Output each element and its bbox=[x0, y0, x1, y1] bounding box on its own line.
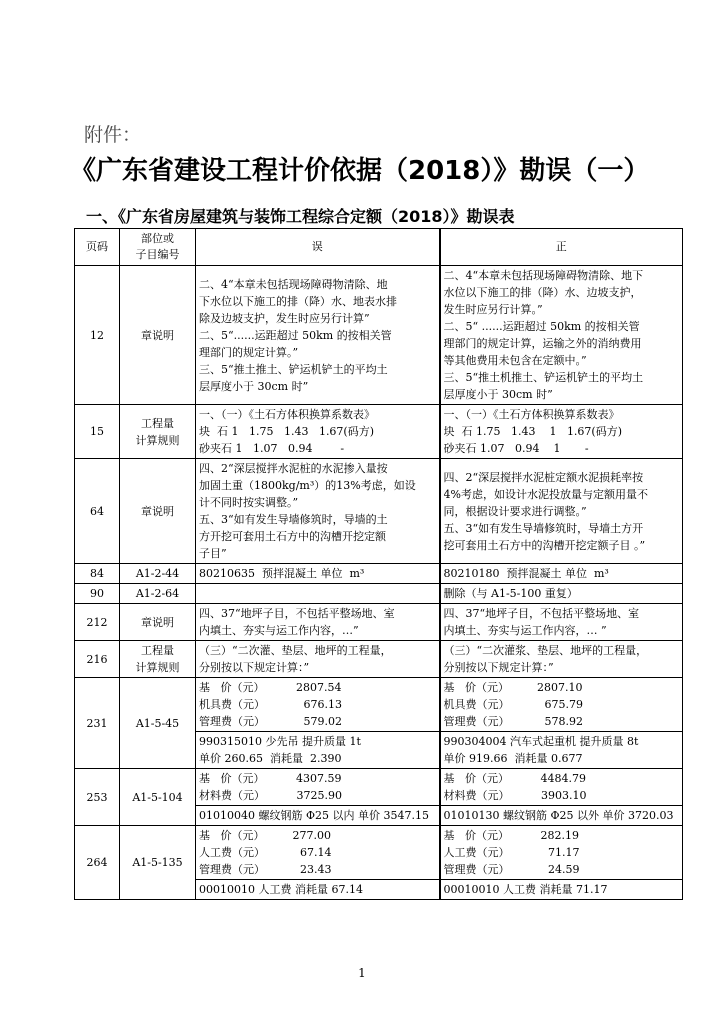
header-page: 页码 bbox=[75, 229, 120, 266]
cell-line: 990315010 少先吊 提升质量 1t bbox=[199, 735, 361, 748]
wrong-cell bbox=[196, 732, 440, 769]
cell-line: 二、5“......运距超过 50km 的按相关管 bbox=[199, 328, 392, 342]
wrong-cell bbox=[196, 806, 440, 826]
cell-line: 层厚度小于 30cm 时” bbox=[443, 388, 553, 401]
header-part bbox=[120, 229, 196, 266]
wrong-cell bbox=[196, 604, 440, 641]
attachment-label: 附件： bbox=[84, 124, 142, 146]
table-row bbox=[75, 641, 683, 678]
cell-line: 四、37“地坪子目，不包括平整场地、室 bbox=[443, 607, 640, 620]
part-cell bbox=[120, 826, 196, 900]
table-row bbox=[75, 769, 683, 806]
wrong-cell bbox=[196, 405, 440, 459]
page-cell bbox=[75, 584, 120, 604]
wrong-cell bbox=[196, 826, 440, 880]
cell-line: 同，根据设计要求进行调整。” bbox=[443, 504, 587, 518]
cell-line: 人工费（元） 71.17 bbox=[443, 846, 580, 859]
page-cell bbox=[75, 266, 120, 405]
header-part-text: 部位或 子目编号 bbox=[135, 232, 180, 261]
cell-line: 挖可套用土石方中的沟槽开挖定额子目 。” bbox=[443, 538, 646, 552]
page-cell bbox=[75, 826, 120, 900]
cell-line: 理部门的规定计算。” bbox=[199, 345, 299, 359]
cell-line: 一、（一）《土石方体积换算系数表》 bbox=[199, 408, 375, 421]
table-row bbox=[75, 604, 683, 641]
cell-line: 分别按以下规定计算：” bbox=[199, 661, 310, 674]
page-cell bbox=[75, 641, 120, 678]
part-cell-text: A1-5-104 bbox=[132, 790, 183, 804]
correct-cell bbox=[440, 678, 683, 732]
cell-line: 等其他费用未包含在定额中。” bbox=[443, 354, 587, 367]
part-cell bbox=[120, 564, 196, 584]
cell-line: 五、3“如有发生导墙修筑时，导墙的土 bbox=[199, 513, 388, 526]
cell-line: 一、（一）《土石方体积换算系数表》 bbox=[443, 408, 620, 421]
cell-line: 基 价（元） 4484.79 bbox=[443, 772, 586, 785]
correct-cell bbox=[440, 641, 683, 678]
cell-line: 砂夹石 1 1.07 0.94 - bbox=[199, 442, 345, 455]
table-row bbox=[75, 564, 683, 584]
page-cell-text: 253 bbox=[86, 790, 108, 804]
correct-cell bbox=[440, 459, 683, 564]
wrong-cell bbox=[196, 678, 440, 732]
wrong-cell bbox=[196, 641, 440, 678]
wrong-cell bbox=[196, 564, 440, 584]
cell-line: 水位以下施工的排（降）水、边坡支护， bbox=[443, 286, 642, 299]
cell-line: 子目” bbox=[199, 547, 227, 560]
errata-table bbox=[74, 228, 683, 900]
cell-line: 加固土重（1800kg/m³）的13%考虑，如设 bbox=[199, 479, 416, 492]
cell-line: 层厚度小于 30cm 时” bbox=[199, 379, 309, 393]
part-cell-text: 章说明 bbox=[141, 615, 174, 629]
page-cell-text: 231 bbox=[86, 716, 108, 730]
part-cell bbox=[120, 641, 196, 678]
page-cell-text: 216 bbox=[86, 652, 108, 666]
table-row bbox=[75, 826, 683, 880]
cell-line: 计不同时按实调整。” bbox=[199, 496, 299, 509]
page-cell bbox=[75, 769, 120, 826]
cell-line: 二、4“本章未包括现场障碍物清除、地 bbox=[199, 277, 388, 291]
cell-line: 管理费（元） 23.43 bbox=[199, 863, 332, 876]
correct-cell bbox=[440, 564, 683, 584]
cell-line: 80210635 预拌混凝土 单位 m³ bbox=[199, 567, 365, 580]
page-cell-text: 90 bbox=[90, 587, 104, 600]
part-cell-text: A1-5-135 bbox=[132, 856, 183, 869]
cell-line: （三）“二次灌浆、垫层、地坪的工程量， bbox=[443, 644, 648, 657]
part-cell bbox=[120, 769, 196, 826]
page-cell-text: 15 bbox=[90, 425, 104, 438]
wrong-cell bbox=[196, 459, 440, 564]
page-cell bbox=[75, 678, 120, 769]
cell-line: 四、2“深层搅拌水泥桩的水泥掺入量按 bbox=[199, 462, 388, 475]
cell-line: 4%考虑，如设计水泥投放量与定额用量不 bbox=[443, 487, 648, 501]
correct-cell bbox=[440, 732, 683, 769]
correct-cell bbox=[440, 584, 683, 604]
cell-line: 人工费（元） 67.14 bbox=[199, 846, 332, 859]
cell-line: 机具费（元） 676.13 bbox=[199, 698, 342, 711]
correct-cell bbox=[440, 266, 683, 405]
cell-line: 下水位以下施工的排（降）水、地表水排 bbox=[199, 294, 397, 308]
cell-line: 单价 260.65 消耗量 2.390 bbox=[199, 752, 342, 765]
part-cell-text: 工程量 计算规则 bbox=[135, 644, 180, 674]
wrong-cell bbox=[196, 769, 440, 806]
cell-line: （三）“二次灌、垫层、地坪的工程量， bbox=[199, 644, 392, 657]
part-cell bbox=[120, 459, 196, 564]
part-cell bbox=[120, 405, 196, 459]
table-row bbox=[75, 678, 683, 732]
cell-line: 材料费（元） 3725.90 bbox=[199, 789, 342, 802]
cell-line: 块 石 1.75 1.43 1 1.67(码方) bbox=[443, 425, 623, 438]
part-cell bbox=[120, 604, 196, 641]
cell-line: 01010040 螺纹钢筋 Φ25 以内 单价 3547.15 bbox=[199, 809, 429, 822]
correct-cell bbox=[440, 769, 683, 806]
cell-line: 990304004 汽车式起重机 提升质量 8t bbox=[443, 735, 639, 748]
cell-line: 基 价（元） 282.19 bbox=[443, 829, 579, 842]
wrong-cell bbox=[196, 266, 440, 405]
correct-cell bbox=[440, 405, 683, 459]
part-cell bbox=[120, 584, 196, 604]
page-cell-text: 84 bbox=[90, 567, 104, 580]
cell-line bbox=[199, 585, 436, 602]
cell-line: 材料费（元） 3903.10 bbox=[443, 789, 587, 802]
cell-line: 除及边坡支护，发生时应另行计算” bbox=[199, 311, 370, 325]
part-cell-text: 工程量 计算规则 bbox=[135, 416, 180, 447]
correct-cell bbox=[440, 806, 683, 826]
cell-line: 分别按以下规定计算：” bbox=[443, 661, 554, 674]
header-correct: 正 bbox=[440, 229, 683, 266]
correct-cell bbox=[440, 826, 683, 880]
cell-line: 发生时应另行计算。” bbox=[443, 303, 543, 316]
page-cell-text: 64 bbox=[90, 504, 104, 518]
cell-line: 基 价（元） 277.00 bbox=[199, 829, 331, 842]
cell-line: 四、37“地坪子目，不包括平整场地、室 bbox=[199, 607, 395, 620]
cell-line: 机具费（元） 675.79 bbox=[443, 698, 583, 711]
cell-line: 块 石 1 1.75 1.43 1.67(码方) bbox=[199, 425, 375, 438]
page-cell bbox=[75, 564, 120, 584]
cell-line: 管理费（元） 578.92 bbox=[443, 715, 583, 728]
part-cell bbox=[120, 266, 196, 405]
cell-line: 基 价（元） 4307.59 bbox=[199, 772, 342, 785]
cell-line: 基 价（元） 2807.54 bbox=[199, 681, 342, 694]
cell-line: 二、5“ ......运距超过 50km 的按相关管 bbox=[443, 320, 640, 333]
part-cell-text: A1-2-64 bbox=[135, 587, 180, 600]
correct-cell bbox=[440, 880, 683, 900]
section-title: 一、《广东省房屋建筑与装饰工程综合定额（2018）》勘误表 bbox=[86, 207, 515, 226]
wrong-cell bbox=[196, 584, 440, 604]
part-cell-text: 章说明 bbox=[141, 328, 174, 342]
cell-line: 方开挖可套用土石方中的沟槽开挖定额 bbox=[199, 530, 386, 543]
cell-line: 01010130 螺纹钢筋 Φ25 以外 单价 3720.03 bbox=[443, 809, 674, 822]
table-row bbox=[75, 459, 683, 564]
table-row bbox=[75, 584, 683, 604]
cell-line: 三、5“推土机推土、铲运机铲土的平均土 bbox=[443, 371, 644, 384]
cell-line: 四、2“深层搅拌水泥桩定额水泥损耗率按 bbox=[443, 470, 644, 484]
wrong-cell bbox=[196, 880, 440, 900]
page-cell-text: 264 bbox=[86, 856, 108, 869]
errata-body bbox=[75, 266, 683, 900]
table-header-row bbox=[75, 229, 683, 266]
cell-line: 管理费（元） 579.02 bbox=[199, 715, 342, 728]
cell-line: 砂夹石 1.07 0.94 1 - bbox=[443, 442, 589, 455]
cell-line: 单价 919.66 消耗量 0.677 bbox=[443, 752, 583, 765]
cell-line: 内填土、夯实与运工作内容，… ” bbox=[443, 624, 607, 637]
page-cell bbox=[75, 405, 120, 459]
cell-line: 基 价（元） 2807.10 bbox=[443, 681, 583, 694]
part-cell bbox=[120, 678, 196, 769]
page-cell bbox=[75, 604, 120, 641]
header-wrong: 误 bbox=[196, 229, 440, 266]
cell-line: 理部门的规定计算，运输之外的消纳费用 bbox=[443, 337, 642, 350]
cell-line: 管理费（元） 24.59 bbox=[443, 863, 580, 876]
cell-line: 80210180 预拌混凝土 单位 m³ bbox=[443, 567, 609, 580]
correct-cell bbox=[440, 604, 683, 641]
cell-line: 00010010 人工费 消耗量 67.14 bbox=[199, 883, 363, 896]
part-cell-text: A1-2-44 bbox=[135, 567, 180, 580]
cell-line: 删除（与 A1-5-100 重复） bbox=[443, 587, 578, 600]
cell-line: 内填土、夯实与运工作内容，…” bbox=[199, 624, 359, 637]
page-number: 1 bbox=[358, 966, 366, 980]
document-title: 《广东省建设工程计价依据（2018）》勘误（一） bbox=[70, 156, 650, 186]
page-cell bbox=[75, 459, 120, 564]
part-cell-text: A1-5-45 bbox=[135, 716, 180, 730]
cell-line: 00010010 人工费 消耗量 71.17 bbox=[443, 883, 608, 896]
table-row bbox=[75, 405, 683, 459]
table-row bbox=[75, 266, 683, 405]
cell-line: 三、5“推土推土、铲运机铲土的平均土 bbox=[199, 362, 388, 376]
cell-line: 五、3“如有发生导墙修筑时，导墙土方开 bbox=[443, 521, 644, 535]
page-cell-text: 212 bbox=[86, 615, 108, 629]
page-cell-text: 12 bbox=[90, 328, 104, 342]
part-cell-text: 章说明 bbox=[141, 504, 174, 518]
cell-line: 二、4“本章未包括现场障碍物清除、地下 bbox=[443, 269, 644, 282]
